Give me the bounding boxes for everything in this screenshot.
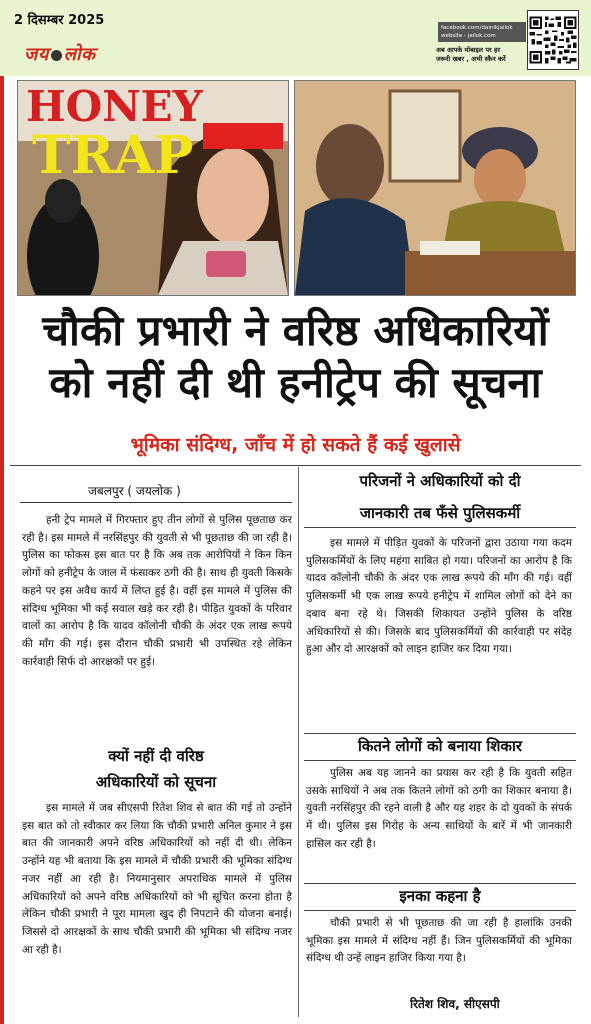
subtitle-how-many-victims: कितने लोगों को बनाया शिकार	[358, 737, 522, 755]
subtitle-4-bottom-rule	[304, 910, 576, 911]
subtitle-1-line1: क्यों नहीं दी वरिष्ठ	[108, 747, 204, 765]
subtitle-4-top-rule	[304, 883, 576, 884]
honey-trap-illustration	[17, 80, 289, 296]
honey-label: HONEY	[26, 82, 203, 131]
police-station-illustration	[294, 80, 576, 296]
qr-code-icon[interactable]	[527, 10, 579, 70]
article-paragraph-3	[306, 535, 572, 659]
paragraph-3-text: इस मामले में पीड़ित युवकों के परिजनों द्वारा उठाया गया कदम पुलिसकर्मियों के लिए महंगा साबित हो गया। परिजनों का आरोप है कि यादव कॉलोनी चौकी के अंदर एक लाख रूपये की माँग की गई। वहीं पुलिसकर्मी भी एक लाख रूपये हनीट्रेप में शामिल लोगों को देने का दबाव बना रहे थे। जिसकी शिकायत उन्होंने पुलिस के वरिष्ठ अधिकारियों से की। जिसके बाद पुलिसकर्मियों की कार्रवाही पर संदेह हुआ और दो आरक्षकों को लाइन हाजिर कर दिया गया।	[306, 537, 572, 656]
top-divider	[10, 465, 581, 466]
subtitle-why-not-informed	[20, 745, 292, 793]
subtitle-2-line1: परिजनों ने अधिकारियों को दी	[359, 472, 521, 490]
subtitle-statement: इनका कहना है	[399, 887, 481, 905]
paragraph-2-text: इस मामले में जब सीएसपी रितेश शिव से बात की गई तो उन्होंने इस बात को तो स्वीकार कर लिया कि चौकी प्रभारी अनिल कुमार ने इस बात की जानकारी अपने वरिष्ठ अधिकारियों को नहीं दी थी। लेकिन उन्होंने यह भी बताया कि इस मामले में चौकी प्रभारी की भूमिका संदिग्ध नजर नहीं आ रही है। नियमानुसार अपराधिक मामले में पुलिस अधिकारियों को अपने वरिष्ठ अधिकारियों को भी सूचित करना होता है लेकिन चौकी प्रभारी ने पूरा मामला खुद ही निपटाने की योजना बनाई। जिससे दो आरक्षकों के साथ चौकी प्रभारी की भूमिका भी संदिग्ध नजर आ रही है।	[22, 802, 292, 956]
subtitle-3-bottom-rule	[304, 760, 576, 761]
masthead	[0, 0, 591, 76]
byline: जबलपुर ( जयलोक )	[88, 484, 181, 498]
scan-promo	[436, 46, 522, 63]
paragraph-4-text: पुलिस अब यह जानने का प्रयास कर रही है कि युवती सहित उसके साथियों ने अब तक कितने लोगों को ठगी का शिकार बनाया है। युवती नरसिंहपुर की रहने वाली है और यह शहर के दो युवकों के संपर्क में थी। पुलिस इस गिरोह के अन्य साथियों के बारें में भी जानकारी हासिल कर रही है।	[306, 767, 572, 850]
subheadline: भूमिका संदिग्ध, जाँच में हो सकते हैं कई खुलासे	[130, 434, 461, 456]
article-paragraph-4	[306, 765, 572, 854]
website-link[interactable]: website - jailok.com	[441, 33, 496, 39]
issue-date: 2 दिसम्बर 2025	[14, 13, 105, 28]
headline	[10, 305, 581, 409]
subtitle-2-line2: जानकारी तब फँसे पुलिसकर्मी	[359, 504, 521, 522]
newspaper-logo	[24, 42, 96, 66]
paragraph-5-text: चौकी प्रभारी से भी पूछताछ की जा रही है हालांकि उनकी भूमिका इस मामले में संदिग्ध नहीं हैं। जिन पुलिसकर्मियों की भूमिका संदिग्ध थी उन्हें लाइन हाजिर किया गया है।	[306, 917, 572, 965]
subtitle-1-line2: अधिकारियों को सूचना	[95, 773, 217, 791]
subtitle-family-informed	[304, 470, 576, 524]
trap-label: TRAP	[32, 125, 194, 186]
headline-line2: को नहीं दी थी हनीट्रेप की सूचना	[49, 358, 542, 407]
article-paragraph-1	[22, 512, 292, 671]
headline-line1: चौकी प्रभारी ने वरिष्ठ अधिकारियों	[42, 306, 549, 355]
column-divider	[298, 467, 299, 1017]
article-paragraph-5	[306, 915, 572, 968]
logo-text-lok: लोक	[63, 44, 96, 65]
logo-text-jay: जय	[24, 44, 49, 65]
subtitle-3-top-rule	[304, 733, 576, 734]
article-paragraph-2	[22, 800, 292, 959]
scan-promo-line1: अब आपके मोबाइल पर हर	[436, 46, 501, 54]
statement-signature: रितेश शिव, सीएसपी	[410, 997, 500, 1011]
logo-ball-icon	[51, 50, 62, 61]
left-accent-bar	[0, 76, 4, 1024]
social-links-box	[438, 22, 526, 42]
subtitle-2-rule	[304, 527, 576, 528]
facebook-link[interactable]: facebook.com/dainikjailok	[441, 25, 513, 31]
byline-rule	[20, 502, 292, 503]
paragraph-1-text: हनी ट्रेप मामले में गिरफ्तार हुए तीन लोगों से पुलिस पूछताछ कर रही है। इस मामले में नरसिंहपुर की युवती से भी पूछताछ की जा रही है। पुलिस का फोकस इस बात पर है कि अब तक आरोपियों ने किन किन लोगों को हनीट्रेप के जाल में फंसाकर ठगी की है। साथ ही युवती किसके कहने पर इस अवैध कार्य में लिप्त हुई है। वहीं इस मामले में पुलिस की संदिग्ध भूमिका भी कई सवाल खड़े कर रही है। पीड़ित युवकों के परिवार वालों का आरोप है कि यादव कॉलोनी चौकी के अंदर एक लाख रूपये की माँग की गई। इस दौरान चौकी प्रभारी भी उपस्थित रहे लेकिन कार्रवाही सिर्फ दो आरक्षकों पर हुई।	[22, 514, 292, 668]
scan-promo-line2: जरूरी खबर , अभी स्कैन करें	[436, 54, 506, 63]
